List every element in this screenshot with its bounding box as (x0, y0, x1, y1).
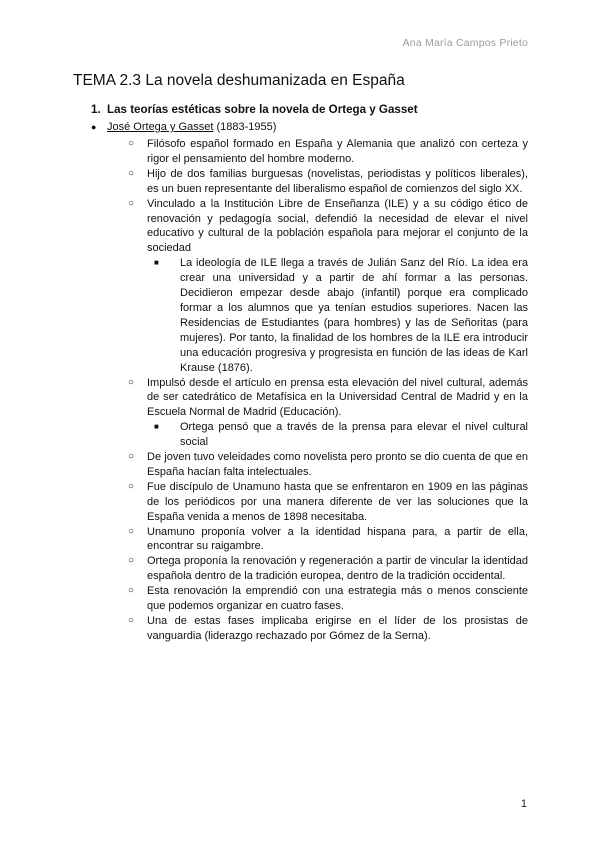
person-name: José Ortega y Gasset (107, 121, 214, 133)
list-item (128, 554, 528, 584)
person-dates: (1883-1955) (216, 121, 277, 133)
sub-list-item-text: La ideología de ILE llega a través de Julián Sanz del Río. La idea era crear una universidad y a partir de ahí formar a las personas. Decidieron empezar desde abajo (infantil) porque era complicado formar a los alumnos que ya tenían estudios superiores. Nacen las Residencias de Estudiantes (para hombres) y las de Señoritas (para mujeres). Por tanto, la finalidad de los hombres de la ILE era introducir una educación progresiva y progresista en función de las ideas de Karl Krause (1876). (180, 257, 528, 374)
circle-bullet-icon: ○ (128, 451, 135, 463)
list-item-text: Esta renovación la emprendió con una estrategia más o menos consciente que podemos organizar en cuatro fases. (147, 585, 528, 613)
circle-bullet-icon: ○ (128, 138, 135, 149)
circle-bullet-icon: ○ (128, 167, 135, 179)
circle-bullet-icon: ○ (128, 585, 135, 597)
list-item-text: Ortega proponía la renovación y regeneración a partir de vincular la identidad española dentro de la tradición europea, dentro de la tradición occidental. (147, 555, 528, 583)
list-item (128, 584, 528, 614)
list-item (128, 525, 528, 555)
section-heading (91, 103, 418, 116)
list-item-text: Filósofo español formado en España y Alemania que analizó con certeza y rigor el pensamiento del hombre moderno. (147, 138, 528, 165)
list-item-text: De joven tuvo veleidades como novelista pero pronto se dio cuenta de que en España hacían falta intelectuales. (147, 451, 528, 478)
list-item-text: Impulsó desde el artículo en prensa esta elevación del nivel cultural, además de ser catedrático de Metafísica en la Universidad Central de Madrid y en la Escuela Normal de Madrid (Educación). (147, 376, 528, 419)
section-heading-text: Las teorías estéticas sobre la novela de Ortega y Gasset (107, 103, 418, 116)
circle-bullet-icon: ○ (128, 376, 135, 388)
bullet-list (128, 137, 528, 644)
list-item-text: Una de estas fases implicaba erigirse en el líder de los prosistas de vanguardia (liderazgo rechazado por Gómez de la Serna). (147, 615, 528, 642)
sub-list-item (154, 420, 528, 450)
circle-bullet-icon: ○ (128, 615, 135, 626)
list-item (128, 480, 528, 525)
list-item-text: Hijo de dos familias burguesas (novelistas, periodistas y políticos liberales), es un buen representante del liberalismo español de comienzos del siglo XX. (147, 167, 528, 195)
list-item (128, 197, 528, 257)
list-item (128, 167, 528, 197)
sub-list-item (154, 256, 528, 375)
filled-bullet-icon: ● (91, 122, 97, 132)
square-bullet-icon: ■ (154, 422, 159, 432)
circle-bullet-icon: ○ (128, 525, 135, 537)
document-title: TEMA 2.3 La novela deshumanizada en España (73, 72, 405, 89)
sub-list-item-text: Ortega pensó que a través de la prensa para elevar el nivel cultural social (180, 421, 528, 449)
circle-bullet-icon: ○ (128, 480, 135, 492)
circle-bullet-icon: ○ (128, 555, 135, 567)
list-item (128, 614, 528, 644)
section-number: 1. (91, 103, 101, 116)
list-item (128, 376, 528, 421)
circle-bullet-icon: ○ (128, 197, 135, 209)
list-item (128, 450, 528, 480)
square-bullet-icon: ■ (154, 258, 159, 268)
list-item-text: Unamuno proponía volver a la identidad hispana para, a partir de ella, encontrar su raigambre. (147, 525, 528, 553)
person-line (91, 121, 276, 133)
list-item-text: Vinculado a la Institución Libre de Enseñanza (ILE) y a su código ético de renovación y pedagogía social, defendió la necesidad de elevar el nivel educativo y cultural de la población española para mejorar el conjunto de la sociedad (147, 197, 528, 255)
list-item-text: Fue discípulo de Unamuno hasta que se enfrentaron en 1909 en las páginas de los periódicos por una manera diferente de ver las soluciones que la España venida a menos de 1898 necesitaba. (147, 480, 528, 523)
header-author: Ana María Campos Prieto (402, 37, 528, 49)
page-number: 1 (520, 798, 527, 810)
list-item (128, 137, 528, 167)
